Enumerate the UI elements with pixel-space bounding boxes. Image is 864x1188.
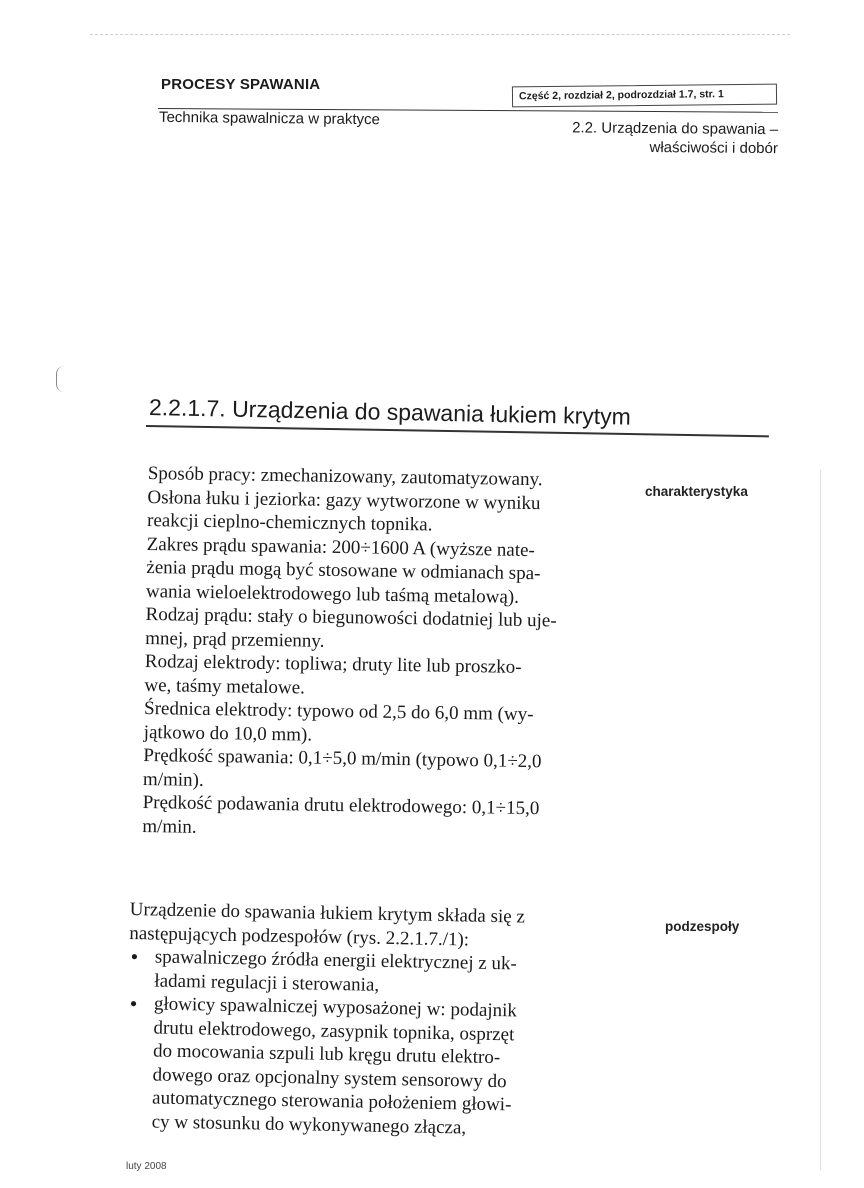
text-line: m/min). <box>142 768 204 791</box>
list-item-continuation: drutu elektrodowego, zasypnik topnika, osprzęt <box>153 1016 515 1045</box>
characteristics-paragraph <box>142 462 610 845</box>
components-paragraph <box>125 898 599 1142</box>
list-item-continuation: cy w stosunku do wykonywanego złącza, <box>151 1110 467 1138</box>
list-item-continuation: ładami regulacji i sterowania, <box>154 969 380 996</box>
text-line: następujących podzespołów (rys. 2.2.1.7./1): <box>129 922 470 951</box>
footer-date: luty 2008 <box>126 1161 167 1172</box>
text-line: żenia prądu mogą być stosowane w odmianach spa- <box>146 556 541 585</box>
header-title: PROCESY SPAWANIA <box>161 76 321 93</box>
bullet-icon: ● <box>129 996 138 1011</box>
text-line: Prędkość podawania drutu elektrodowego: 0,1÷15,0 <box>142 791 540 820</box>
list-item-text: głowicy spawalniczej wyposażonej w: podajnik <box>153 993 518 1022</box>
text-line: Prędkość spawania: 0,1÷5,0 m/min (typowo 0,1÷2,0 <box>143 744 542 773</box>
text-line: Zakres prądu spawania: 200÷1600 A (wyższe nate- <box>146 533 536 561</box>
text-line: Średnica elektrody: typowo od 2,5 do 6,0 mm (wy- <box>143 697 534 726</box>
text-line: reakcji cieplno-chemicznych topnika. <box>146 509 433 536</box>
text-line: Rodzaj elektrody: topliwa; druty lite lub proszko- <box>144 650 522 678</box>
section-heading: 2.2.1.7. Urządzenia do spawania łukiem krytym <box>148 394 632 430</box>
text-line: mnej, prąd przemienny. <box>145 627 325 652</box>
margin-label-characteristics: charakterystyka <box>645 484 748 499</box>
text-line: we, taśmy metalowe. <box>144 674 306 698</box>
scan-artifact-right-edge <box>820 470 821 1170</box>
scan-artifact-left-mark <box>56 366 65 392</box>
text-line: Rodzaj prądu: stały o biegunowości dodatniej lub uje- <box>145 603 557 632</box>
text-line: m/min. <box>142 815 197 838</box>
header-reference-box: Część 2, rozdział 2, podrozdział 1.7, str. 1 <box>512 84 777 108</box>
list-item-continuation: automatycznego sterowania położeniem głowi- <box>151 1087 512 1116</box>
bullet-icon: ● <box>130 949 139 964</box>
header-subtitle: Technika spawalnicza w praktyce <box>158 108 381 129</box>
header-section-title <box>520 118 778 158</box>
text-line: Osłona łuku i jeziorka: gazy wytworzone w wyniku <box>147 486 541 514</box>
text-line: Sposób pracy: zmechanizowany, zautomatyzowany. <box>147 462 543 491</box>
scan-artifact-top <box>90 34 790 35</box>
header-section-line: właściwości i dobór <box>649 139 778 158</box>
list-item-text: spawalniczego źródła energii elektrycznej z uk- <box>154 946 518 975</box>
text-line: jątkowo do 10,0 mm). <box>143 721 313 746</box>
list-item-continuation: do mocowania szpuli lub kręgu drutu elektro- <box>152 1040 501 1069</box>
header-section-line: 2.2. Urządzenia do spawania – <box>572 119 779 139</box>
list-item-continuation: dowego oraz opcjonalny system sensorowy do <box>152 1063 507 1092</box>
text-line: Urządzenie do spawania łukiem krytym składa się z <box>129 898 526 928</box>
text-line: wania wieloelektrodowego lub taśmą metalową). <box>145 580 520 608</box>
margin-label-components: podzespoły <box>665 919 740 934</box>
